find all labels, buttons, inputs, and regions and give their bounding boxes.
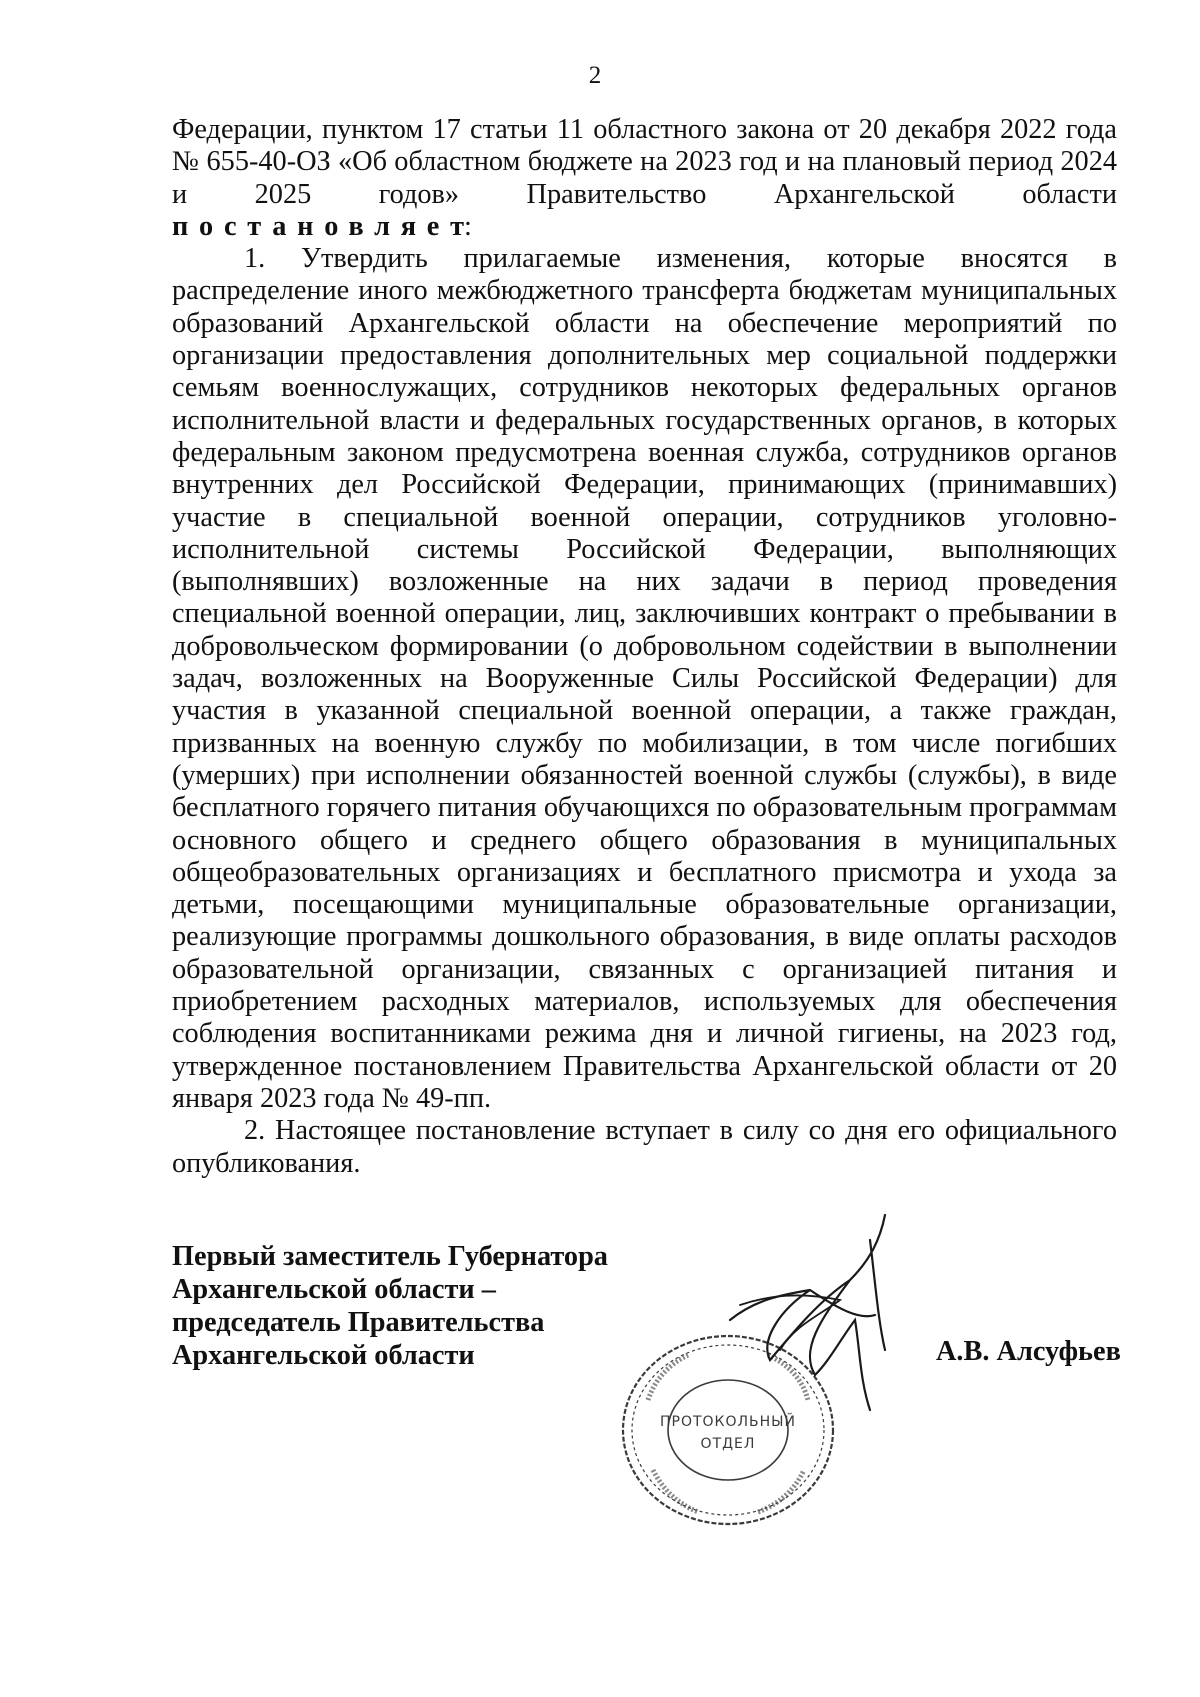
intro-colon: : [464,210,472,242]
handwritten-signature [700,1200,910,1430]
document-body [172,114,1117,1180]
stamp-center-text: ПРОТОКОЛЬНЫЙ [659,1414,797,1430]
decree-word: постановляе [172,210,451,242]
intro-text: Федерации, пунктом 17 статьи 11 областного закона от 20 декабря 2022 года № 655-40-ОЗ «Об областном бюджете на 2023 год и на плановый период 2024 и 2025 годов» Правительство Архангельской области [172,114,1117,210]
signatory-title-line: Первый заместитель Губернатора [172,1241,608,1272]
item-1-paragraph: 1. Утвердить прилагаемые изменения, которые вносятся в распределение иного межбюджетного трансферта бюджетам муниципальных образований Архангельской области на обеспечение мероприятий по организации предоставления дополнительных мер социальной поддержки семьям военнослужащих, сотрудников некоторых федеральных органов исполнительной власти и федеральных государственных органов, в которых федеральным законом предусмотрена военная служба, сотрудников органов внутренних дел Российской Федерации, принимающих (принимавших) участие в специальной военной операции, сотрудников уголовно-исполнительной системы Российской Федерации, выполняющих (выполнявших) возложенные на них задачи в период проведения специальной военной операции, лиц, заключивших контракт о пребывании в добровольческом формировании (о добровольном содействии в выполнении задач, возложенных на Вооруженные Силы Российской Федерации) для участия в указанной специальной военной операции, а также граждан, призванных на военную службу по мобилизации, в том числе погибших (умерших) при исполнении обязанностей военной службы (службы), в виде бесплатного горячего питания обучающихся по образовательным программам основного общего и среднего общего образования в муниципальных общеобразовательных организациях и бесплатного присмотра и ухода за детьми, посещающими муниципальные образовательные организации, реализующие программы дошкольного образования, в виде оплаты расходов образовательной организации, связанных с организацией питания и приобретением расходных материалов, используемых для обеспечения соблюдения воспитанниками режима дня и личной гигиены, на 2023 год, утвержденное постановлением Правительства Архангельской области от 20 января 2023 года № 49-пп. [172,243,1117,1114]
signatory-title [172,1240,612,1372]
stamp-center-text: ОТДЕЛ [700,1436,756,1452]
signatory-title-line: председатель Правительства [172,1307,545,1338]
decree-word-last-letter: т [450,210,465,242]
intro-paragraph [172,114,1117,243]
signer-name: А.В. Алсуфьев [936,1336,1121,1367]
item-2-paragraph: 2. Настоящее постановление вступает в силу со дня его официального опубликования. [172,1115,1117,1179]
signatory-title-line: Архангельской области [172,1340,475,1371]
signature-stroke [730,1215,885,1410]
signatory-title-line: Архангельской области – [172,1274,496,1305]
page-number: 2 [588,62,602,89]
